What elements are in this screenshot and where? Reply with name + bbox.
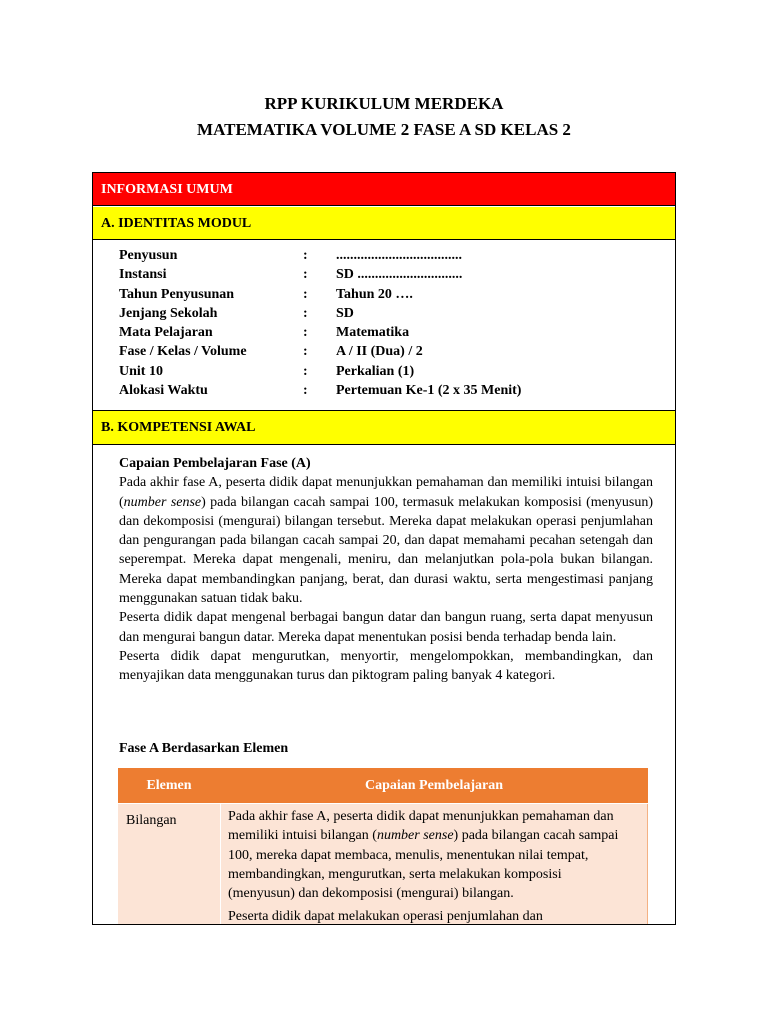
elemen-cell: Bilangan bbox=[126, 813, 177, 828]
identity-colon: : bbox=[303, 363, 308, 379]
identity-value: Matematika bbox=[336, 325, 410, 341]
document-subtitle: MATEMATIKA VOLUME 2 FASE A SD KELAS 2 bbox=[197, 120, 571, 139]
document-title: RPP KURIKULUM MERDEKA bbox=[264, 94, 504, 113]
rpp-table bbox=[92, 172, 676, 925]
identity-colon: : bbox=[303, 305, 308, 321]
identity-value: .................................... bbox=[336, 248, 462, 263]
fase-heading: Fase A Berdasarkan Elemen bbox=[119, 741, 289, 756]
identity-label: Fase / Kelas / Volume bbox=[119, 344, 247, 360]
header-capaian: Capaian Pembelajaran bbox=[364, 778, 504, 793]
cell-divider bbox=[220, 804, 221, 925]
identity-value: Pertemuan Ke-1 (2 x 35 Menit) bbox=[336, 383, 522, 399]
capaian-text: ) pada bilangan cacah sampai 100, mereka dapat membaca, menulis, menentukan nilai tempat, membandingkan, mengurutkan, serta melakukan komposisi (menyusun) dan dekomposisi (mengurai) bilangan. bbox=[228, 828, 619, 902]
identity-row bbox=[119, 248, 659, 267]
identity-value: Perkalian (1) bbox=[336, 363, 415, 379]
identity-value: A / II (Dua) / 2 bbox=[336, 344, 423, 360]
identity-label: Instansi bbox=[119, 267, 167, 283]
identity-row bbox=[119, 383, 659, 402]
identity-value: Tahun 20 …. bbox=[336, 286, 413, 302]
element-table bbox=[118, 768, 648, 925]
identity-label: Jenjang Sekolah bbox=[119, 305, 218, 321]
identity-row bbox=[119, 287, 659, 306]
identity-row bbox=[119, 344, 659, 363]
capaian-text: Pada akhir fase A, peserta didik dapat menunjukkan pemahaman dan memiliki intuisi bilangan ( bbox=[228, 809, 614, 844]
identity-row bbox=[119, 325, 659, 344]
identity-label: Mata Pelajaran bbox=[119, 325, 213, 341]
cp-text: Pada akhir fase A, peserta didik dapat menunjukkan pemahaman dan memiliki intuisi bilangan ( bbox=[119, 475, 653, 510]
identity-row bbox=[119, 364, 659, 383]
identity-colon: : bbox=[303, 383, 308, 399]
identity-colon: : bbox=[303, 267, 308, 283]
capaian-pembelajaran-text bbox=[119, 454, 653, 686]
identitas-modul-header: A. IDENTITAS MODUL bbox=[93, 207, 675, 240]
cp-paragraph: Peserta didik dapat mengenal berbagai bangun datar dan bangun ruang, serta dapat menyusun dan mengurai bangun datar. Mereka dapat menentukan posisi benda terhadap benda lain. bbox=[119, 610, 653, 645]
identity-label: Unit 10 bbox=[119, 363, 163, 379]
identity-label: Penyusun bbox=[119, 248, 178, 263]
cp-paragraph: Peserta didik dapat mengurutkan, menyortir, mengelompokkan, membandingkan, dan menyajikan data menggunakan turus dan piktogram paling banyak 4 kategori. bbox=[119, 648, 653, 684]
identity-list bbox=[119, 248, 659, 402]
identity-label: Alokasi Waktu bbox=[119, 383, 208, 399]
header-elemen: Elemen bbox=[146, 778, 192, 793]
identity-row bbox=[119, 267, 659, 286]
capaian-paragraph bbox=[228, 807, 628, 903]
capaian-paragraph: Peserta didik dapat melakukan operasi penjumlahan dan bbox=[228, 909, 543, 925]
cell-border bbox=[647, 804, 648, 925]
cp-paragraph bbox=[119, 473, 653, 608]
identity-colon: : bbox=[303, 248, 308, 263]
table-row bbox=[118, 804, 648, 925]
identity-colon: : bbox=[303, 286, 308, 302]
cp-text: ) pada bilangan cacah sampai 100, termasuk melakukan komposisi (menyusun) dan dekomposisi (mengurai) bilangan tersebut. Mereka dapat melakukan operasi penjumlahan dan pengurangan pada bilangan cacah sampai 20, dan dapat memahami pecahan setengah dan seperempat. Mereka dapat mengenali, meniru, dan melanjutkan pola-pola bukan bilangan. Mereka dapat membandingkan panjang, berat, dan durasi waktu, serta mengestimasi panjang menggunakan satuan tidak baku. bbox=[119, 494, 653, 607]
identity-colon: : bbox=[303, 325, 308, 341]
kompetensi-awal-header: B. KOMPETENSI AWAL bbox=[93, 410, 675, 445]
informasi-umum-header: INFORMASI UMUM bbox=[93, 173, 675, 206]
capaian-cell bbox=[228, 807, 628, 925]
identity-row bbox=[119, 306, 659, 325]
cp-heading: Capaian Pembelajaran Fase (A) bbox=[119, 456, 311, 471]
identity-value: SD .............................. bbox=[336, 267, 463, 283]
identity-colon: : bbox=[303, 344, 308, 360]
cp-emphasis: number sense bbox=[123, 494, 202, 510]
capaian-emphasis: number sense bbox=[376, 828, 454, 844]
identity-label: Tahun Penyusunan bbox=[119, 286, 235, 302]
element-table-header bbox=[118, 768, 648, 803]
identity-value: SD bbox=[336, 305, 354, 321]
